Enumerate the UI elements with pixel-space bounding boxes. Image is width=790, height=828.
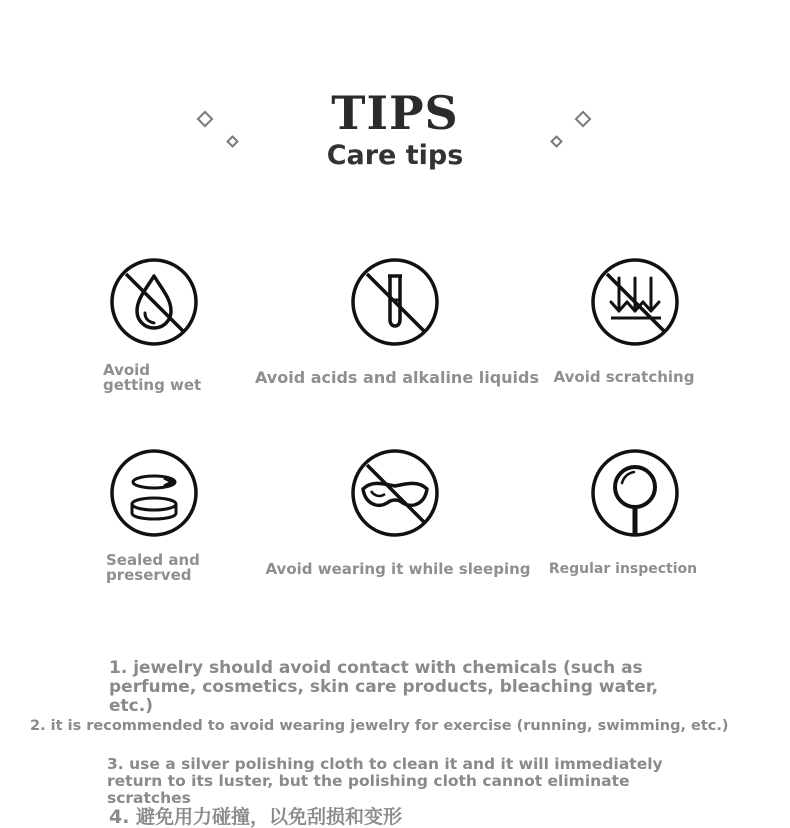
care-note-1: 1. jewelry should avoid contact with chemicals (such as perfume, cosmetics, skin care products, bleaching water, etc.)	[109, 658, 659, 716]
tip-label-avoid-scratching: Avoid scratching	[553, 368, 695, 386]
page-title: TIPS	[331, 86, 459, 140]
care-note-3: 3. use a silver polishing cloth to clean it and it will immediately return to its luster, but the polishing cloth cannot eliminate scratches	[107, 755, 663, 807]
sealed-container-icon	[108, 447, 200, 539]
tip-label-avoid-acids: Avoid acids and alkaline liquids	[254, 368, 540, 387]
magnifier-icon	[589, 447, 681, 539]
tip-label-regular-inspection: Regular inspection	[548, 561, 698, 577]
tip-label-avoid-wet: Avoid getting wet	[103, 361, 202, 394]
no-water-drop-icon	[108, 256, 200, 348]
tip-label-sealed: Sealed and preserved	[106, 551, 200, 584]
no-test-tube-icon	[349, 256, 441, 348]
care-note-2: 2. it is recommended to avoid wearing jewelry for exercise (running, swimming, etc.)	[30, 718, 729, 734]
no-scratch-arrows-icon	[589, 256, 681, 348]
tip-label-avoid-sleeping: Avoid wearing it while sleeping	[265, 560, 531, 578]
no-sleep-mask-icon	[349, 447, 441, 539]
page-subtitle: Care tips	[326, 140, 464, 171]
care-note-4: 4. 避免用力碰撞，以免刮损和变形	[109, 806, 403, 828]
